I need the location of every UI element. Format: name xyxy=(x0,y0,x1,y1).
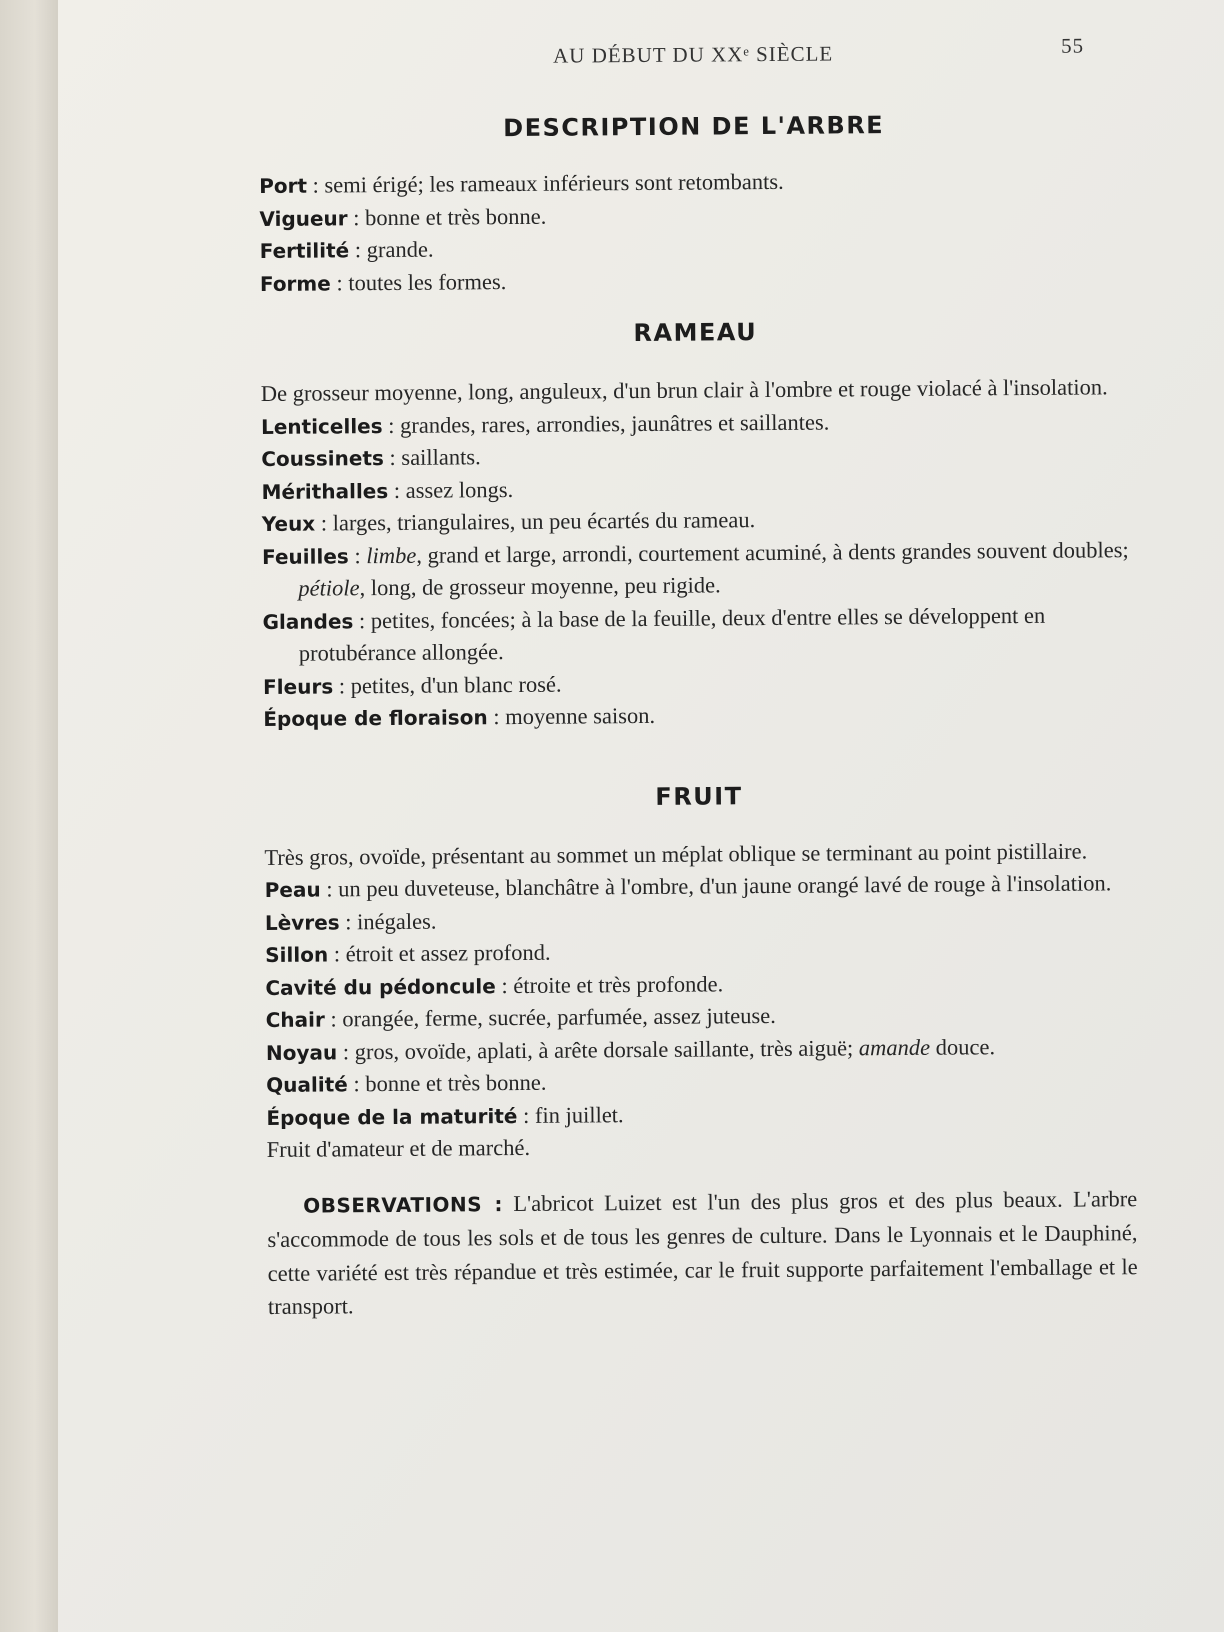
entry-text: : larges, triangulaires, un peu écartés du rameau. xyxy=(315,507,756,536)
entry-label: Peau xyxy=(264,877,321,902)
entry-peau xyxy=(265,867,1135,906)
entry-text: : toutes les formes. xyxy=(330,268,507,295)
entry-text: : gros, ovoïde, aplati, à arête dorsale saillante, très aiguë; xyxy=(337,1034,859,1064)
entry-text: : xyxy=(348,542,367,568)
entry-label: Glandes xyxy=(262,608,354,634)
entry-floraison xyxy=(263,696,1133,735)
entry-text: : un peu duveteuse, blanchâtre à l'ombre, d'un jaune orangé lavé de rouge à l'insolation. xyxy=(320,870,1112,902)
entry-label: Coussinets xyxy=(261,446,384,471)
italic-term: pétiole xyxy=(298,575,360,601)
entry-text: : orangée, ferme, sucrée, parfumée, assez juteuse. xyxy=(324,1002,776,1032)
entry-text: : inégales. xyxy=(339,908,437,934)
section-fruit xyxy=(264,835,1137,1167)
entry-label: Feuilles xyxy=(261,543,349,569)
entry-label: Noyau xyxy=(265,1039,338,1065)
rameau-intro: De grosseur moyenne, long, anguleux, d'un brun clair à l'ombre et rouge violacé à l'insolation. xyxy=(260,374,1108,406)
entry-text: , grand et large, arrondi, courtement acuminé, à dents grandes souvent doubles; xyxy=(416,536,1129,568)
italic-term: amande xyxy=(858,1034,931,1060)
entry-text: : étroite et très profonde. xyxy=(495,970,724,998)
entry-glandes xyxy=(262,599,1132,671)
entry-label: Yeux xyxy=(261,511,316,536)
italic-term: limbe xyxy=(366,542,417,568)
running-head xyxy=(258,33,1128,80)
entry-text: douce. xyxy=(930,1033,996,1060)
entry-text: : bonne et très bonne. xyxy=(347,1069,547,1097)
entry-label: Lenticelles xyxy=(260,413,383,439)
heading-rameau: RAMEAU xyxy=(633,318,758,348)
entry-text: : grandes, rares, arrondies, jaunâtres et saillantes. xyxy=(382,409,830,438)
fruit-closing: Fruit d'amateur et de marché. xyxy=(266,1134,531,1162)
section-rameau xyxy=(261,371,1134,735)
entry-label: Cavité du pédoncule xyxy=(265,973,496,1000)
entry-text: : moyenne saison. xyxy=(487,702,656,730)
page-number: 55 xyxy=(1060,33,1085,58)
entry-label: Qualité xyxy=(266,1072,348,1097)
entry-feuilles xyxy=(262,534,1132,606)
observations-text: L'abricot Luizet est l'un des plus gros et des plus beaux. L'arbre s'accommode de tous les sols et de tous les genres de culture. Dans le Lyonnais et le Dauphiné, cette variété est très répandue et très estimée, car le fruit supporte parfaitement l'emballage et le transport. xyxy=(267,1185,1138,1319)
book-page xyxy=(58,0,1224,1632)
entry-text: : étroit et assez profond. xyxy=(328,939,551,967)
entry-text: : grande. xyxy=(349,236,434,263)
entry-text: : fin juillet. xyxy=(517,1101,624,1128)
entry-label: Forme xyxy=(259,270,331,296)
heading-arbre: DESCRIPTION DE L'ARBRE xyxy=(503,111,885,143)
page-content xyxy=(258,33,1138,1323)
entry-label: Fertilité xyxy=(259,238,350,263)
entry-label: Vigueur xyxy=(259,205,348,231)
entry-text: : bonne et très bonne. xyxy=(347,203,547,230)
running-head-title: AU DÉBUT DU XXᵉ SIÈCLE xyxy=(552,41,834,68)
book-gutter xyxy=(0,0,58,1632)
entry-forme xyxy=(260,261,1130,300)
entry-text: : assez longs. xyxy=(388,476,514,503)
observations-paragraph xyxy=(267,1182,1138,1324)
entry-label: Lèvres xyxy=(264,909,340,935)
entry-text: : semi érigé; les rameaux inférieurs sont retombants. xyxy=(306,168,784,198)
entry-text: : petites, foncées; à la base de la feuille, deux d'entre elles se développent en protubérance allongée. xyxy=(298,602,1046,666)
entry-label: Époque de floraison xyxy=(263,705,488,731)
entry-text: : petites, d'un blanc rosé. xyxy=(333,671,562,698)
observations-label: OBSERVATIONS : xyxy=(303,1191,504,1218)
entry-label: Chair xyxy=(265,1007,325,1032)
entry-text: : saillants. xyxy=(383,444,481,471)
entry-label: Port xyxy=(259,173,308,198)
entry-label: Époque de la maturité xyxy=(266,1103,518,1130)
entry-label: Mérithalles xyxy=(261,478,389,504)
entry-label: Sillon xyxy=(265,942,329,967)
fruit-intro: Très gros, ovoïde, présentant au sommet un méplat oblique se terminant au point pistillaire. xyxy=(264,838,1088,870)
heading-fruit: FRUIT xyxy=(655,781,743,811)
entry-label: Fleurs xyxy=(262,673,334,699)
section-arbre xyxy=(259,163,1130,300)
entry-text: , long, de grosseur moyenne, peu rigide. xyxy=(359,572,721,601)
